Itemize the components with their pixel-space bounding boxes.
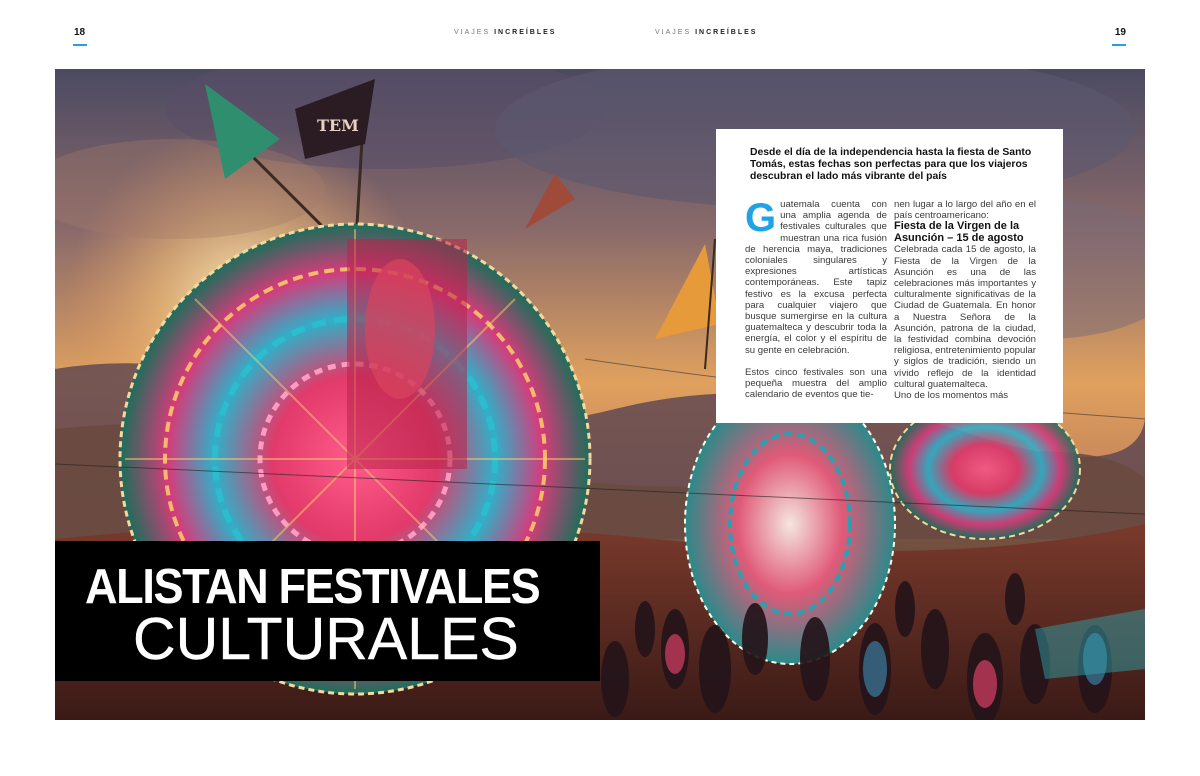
headline-line-1: ALISTAN FESTIVALES [85, 560, 540, 614]
page-number-left: 18 [74, 27, 86, 38]
article-card [716, 129, 1063, 423]
article-paragraph-2: Estos cinco festivales son una pequeña muestra del amplio calendario de eventos que tie- [745, 366, 887, 401]
section-label-left [454, 29, 556, 36]
page-number-right: 19 [1114, 27, 1126, 38]
section-label-bold: INCREÍBLES [494, 29, 557, 36]
section-label-bold: INCREÍBLES [695, 29, 758, 36]
article-paragraph-3: Celebrada cada 15 de agosto, la Fiesta de la Virgen de la Asunción es una de las celebraciones más importantes y culturalmente significativas de la Ciudad de Guatemala. En honor a Nuestra Señora de la Asunción, patrona de la ciudad, la festividad combina devoción religiosa, entretenimiento popular y siglos de tradición, siendo un vívido reflejo de la identidad cultural guatemalteca. [894, 244, 1036, 390]
article-paragraph-4: Uno de los momentos más [894, 390, 1009, 402]
article-intro-text: uatemala cuenta con una amplia agenda de festivales culturales que muestran una rica fusión de herencia maya, tradiciones coloniales singulares y expresiones artísticas contemporáneas. Este tapiz festivo es la excusa perfecta para cualquier viajero que busque sumergirse en la cultura guatemalteca y descubrir toda la energía, el color y el espíritu de su gente en celebración. [745, 199, 887, 356]
section-label-light: VIAJES [454, 29, 491, 36]
article-intro-paragraph [745, 196, 887, 356]
article-deck: Desde el día de la independencia hasta la fiesta de Santo Tomás, estas fechas son perfectas para que los viajeros descubran el lado más vibrante del país [750, 147, 1032, 182]
page-number-rule-right [1112, 44, 1126, 46]
section-label-right [655, 29, 757, 36]
title-block [55, 541, 600, 681]
article-column-2 [894, 199, 1036, 412]
article-paragraph-2-continued: nen lugar a lo largo del año en el país centroamericano: [894, 199, 1036, 222]
page-number-rule-left [73, 44, 87, 46]
drop-cap: G [745, 196, 777, 240]
section-label-light: VIAJES [655, 29, 692, 36]
article-subhead: Fiesta de la Virgen de la Asunción – 15 de agosto [894, 220, 1024, 244]
kite-banner-text: TEM [317, 116, 359, 135]
headline-line-2: CULTURALES [133, 606, 519, 672]
article-column-1 [745, 196, 887, 411]
